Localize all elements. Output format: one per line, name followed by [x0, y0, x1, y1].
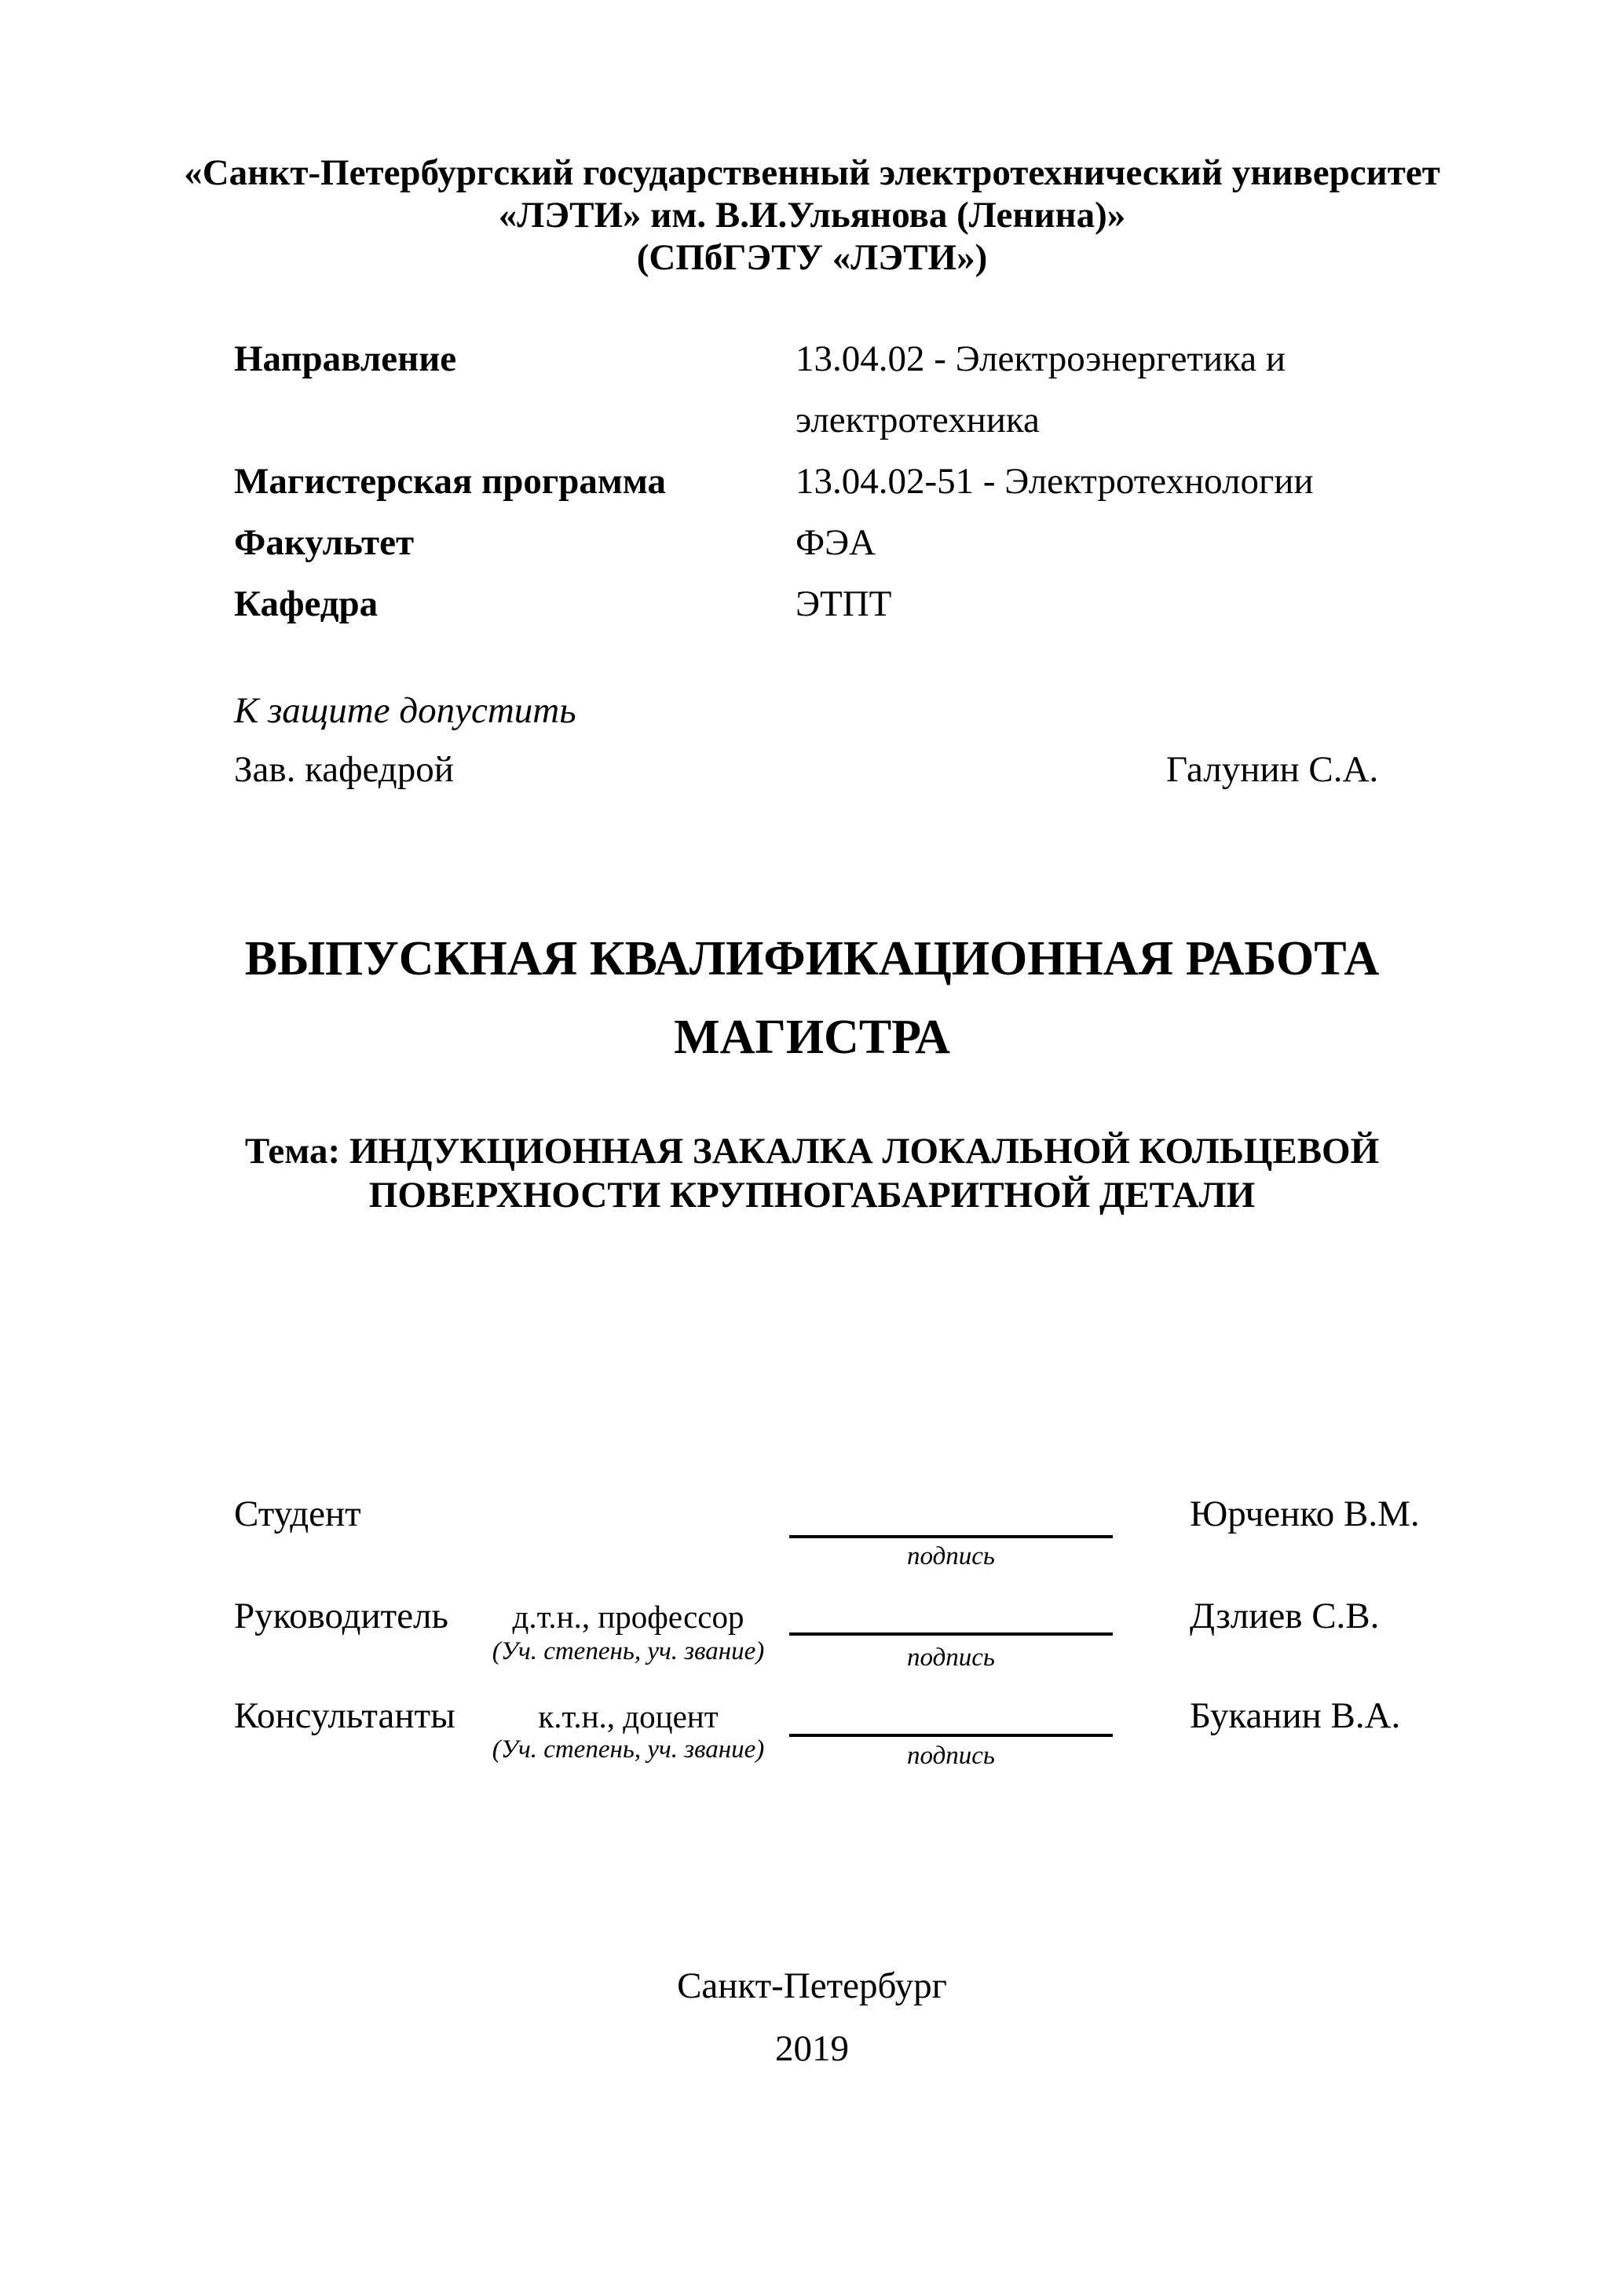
signature-role-supervisor: Руководитель	[234, 1596, 448, 1636]
info-value: 13.04.02 - Электроэнергетика и электротехника	[796, 338, 1286, 441]
info-row-direction	[234, 328, 1412, 451]
info-value: ЭТПТ	[796, 583, 892, 624]
signature-role-student: Студент	[234, 1493, 361, 1534]
work-title-line-2: МАГИСТРА	[674, 1011, 950, 1064]
degree-caption: (Уч. степень, уч. звание)	[492, 1637, 765, 1665]
university-abbreviation: (СПбГЭТУ «ЛЭТИ»)	[636, 237, 988, 278]
topic-line-2: ПОВЕРХНОСТИ КРУПНОГАБАРИТНОЙ ДЕТАЛИ	[368, 1175, 1256, 1216]
signature-line	[789, 1734, 1113, 1737]
signature-caption: подпись	[907, 1643, 995, 1672]
signature-caption: подпись	[907, 1742, 995, 1770]
info-value: 13.04.02-51 - Электротехнологии	[796, 461, 1314, 502]
program-info-table	[234, 328, 1412, 634]
info-label: Направление	[234, 338, 457, 379]
info-label: Кафедра	[234, 583, 379, 624]
footer-year: 2019	[775, 2028, 849, 2069]
info-value: ФЭА	[796, 522, 876, 563]
university-name-line-2: «ЛЭТИ» им. В.И.Ульянова (Ленина)»	[498, 195, 1126, 236]
degree-caption: (Уч. степень, уч. звание)	[492, 1735, 765, 1764]
signature-degree-consultant: к.т.н., доцент	[538, 1698, 719, 1735]
info-row-faculty	[234, 512, 1412, 573]
department-head-label: Зав. кафедрой	[234, 749, 454, 790]
signature-name-consultant: Буканин В.А.	[1190, 1695, 1401, 1736]
signature-degree-supervisor: д.т.н., профессор	[512, 1599, 744, 1635]
university-header	[0, 152, 1624, 279]
footer-city: Санкт-Петербург	[677, 1965, 947, 2006]
info-label: Факультет	[234, 522, 415, 563]
admission-phrase: К защите допустить	[234, 690, 576, 731]
signature-line	[789, 1632, 1113, 1636]
signature-role-consultant: Консультанты	[234, 1695, 455, 1736]
signature-name-supervisor: Дзлиев С.В.	[1190, 1596, 1380, 1636]
department-head-name: Галунин С.А.	[1166, 749, 1379, 790]
info-row-master-program	[234, 451, 1412, 512]
topic	[0, 1129, 1624, 1217]
signature-caption: подпись	[907, 1542, 995, 1570]
info-label: Магистерская программа	[234, 461, 667, 502]
info-row-department	[234, 573, 1412, 634]
work-title-line-1: ВЫПУСКНАЯ КВАЛИФИКАЦИОННАЯ РАБОТА	[244, 932, 1380, 985]
university-name-line-1: «Санкт-Петербургский государственный электротехнический университет	[184, 152, 1440, 193]
signature-name-student: Юрченко В.М.	[1190, 1493, 1420, 1534]
work-title	[0, 919, 1624, 1077]
signature-line	[789, 1535, 1113, 1538]
topic-line-1: Тема: ИНДУКЦИОННАЯ ЗАКАЛКА ЛОКАЛЬНОЙ КОЛЬЦЕВОЙ	[244, 1131, 1380, 1172]
